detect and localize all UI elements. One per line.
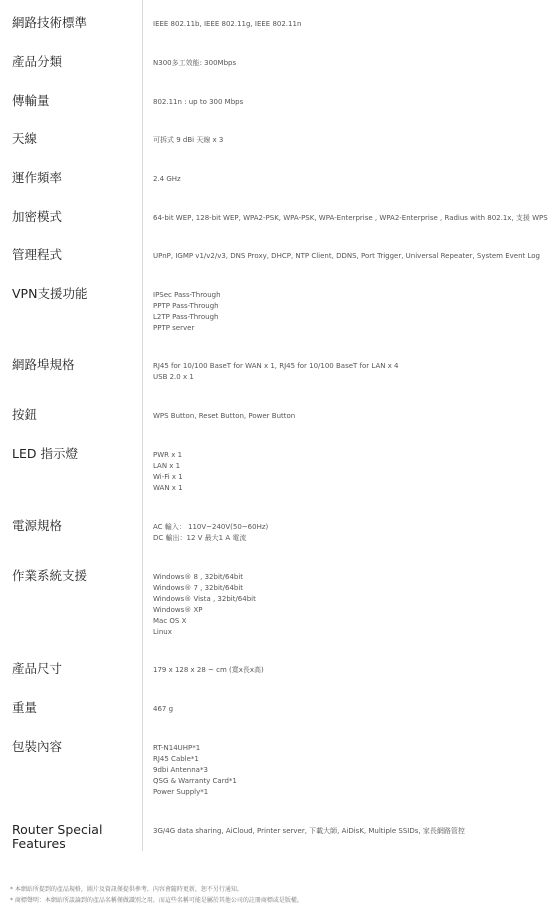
spec-value-line: Windows® Vista , 32bit/64bit: [153, 595, 256, 603]
spec-value: [153, 665, 558, 676]
footnote-disclaimer: * 本網站所提到的產品規格，圖片及資訊僅提供參考，內容會隨時更新，恕不另行通知。: [10, 886, 243, 893]
spec-value: [153, 58, 558, 69]
spec-value-line: 3G/4G data sharing, AiCloud, Printer server, 下載大師, AiDisK, Multiple SSIDs, 家長網路管控: [153, 827, 465, 835]
spec-label: 作業系統支援: [12, 568, 88, 583]
spec-value: [153, 97, 558, 108]
spec-value-line: RJ45 for 10/100 BaseT for WAN x 1, RJ45 for 10/100 BaseT for LAN x 4: [153, 362, 399, 370]
spec-value-line: 802.11n : up to 300 Mbps: [153, 98, 244, 106]
spec-label: 網路技術標準: [12, 15, 88, 30]
column-divider: [142, 0, 143, 851]
spec-value-line: IPSec Pass-Through: [153, 291, 221, 299]
spec-value-line: QSG & Warranty Card*1: [153, 777, 237, 785]
spec-value-line: WPS Button, Reset Button, Power Button: [153, 412, 296, 420]
spec-value: [153, 704, 558, 715]
spec-value-line: N300多工效能: 300Mbps: [153, 59, 237, 67]
spec-value-line: L2TP Pass-Through: [153, 313, 219, 321]
spec-value-line: PWR x 1: [153, 451, 183, 459]
spec-label: 網路埠規格: [12, 357, 75, 372]
spec-value-line: 9dbi Antenna*3: [153, 766, 208, 774]
spec-value-line: WAN x 1: [153, 484, 183, 492]
spec-value-line: 2.4 GHz: [153, 175, 181, 183]
spec-label: 產品分類: [12, 54, 63, 69]
spec-value-line: UPnP, IGMP v1/v2/v3, DNS Proxy, DHCP, NTP Client, DDNS, Port Trigger, Universal Repeater, System Event Log: [153, 252, 540, 260]
spec-value-line: 467 g: [153, 705, 174, 713]
spec-value: [153, 450, 558, 494]
spec-value-line: DC 輸出：12 V 最大1 A 電流: [153, 534, 247, 542]
spec-label: Router Special Features: [12, 822, 103, 851]
spec-label: 重量: [12, 700, 38, 715]
spec-value: [153, 135, 558, 146]
spec-label: 天線: [12, 131, 38, 146]
spec-value-line: Wi-Fi x 1: [153, 473, 183, 481]
spec-value: [153, 251, 558, 262]
spec-value: [153, 19, 558, 30]
spec-value-line: IEEE 802.11b, IEEE 802.11g, IEEE 802.11n: [153, 20, 302, 28]
spec-value: [153, 174, 558, 185]
spec-label: 包裝內容: [12, 739, 63, 754]
footnote-trademark: * 商標聲明：本網站所談論到的產品名稱僅做識別之用，而這些名稱可能是屬於其他公司的註冊商標或是版權。: [10, 897, 303, 904]
spec-value-line: AC 輸入： 110V~240V(50~60Hz): [153, 523, 269, 531]
spec-label: 按鈕: [12, 407, 38, 422]
spec-value-line: 64-bit WEP, 128-bit WEP, WPA2-PSK, WPA-PSK, WPA-Enterprise , WPA2-Enterprise , Radius with 802.1x, 支援 WPS: [153, 214, 548, 222]
spec-label: LED 指示燈: [12, 446, 78, 461]
spec-value-line: RJ45 Cable*1: [153, 755, 199, 763]
spec-label: VPN支援功能: [12, 286, 88, 301]
spec-value-line: Mac OS X: [153, 617, 187, 625]
spec-label: 電源規格: [12, 518, 63, 533]
spec-value: [153, 361, 558, 383]
spec-label: 產品尺寸: [12, 661, 63, 676]
spec-value: [153, 522, 558, 544]
spec-value: [153, 290, 558, 334]
spec-value-line: Windows® XP: [153, 606, 203, 614]
spec-value-line: LAN x 1: [153, 462, 181, 470]
spec-value: [153, 743, 558, 798]
spec-value-line: PPTP Pass-Through: [153, 302, 219, 310]
spec-value-line: PPTP server: [153, 324, 195, 332]
spec-label: 傳輸量: [12, 93, 50, 108]
spec-value-line: 可拆式 9 dBi 天線 x 3: [153, 136, 224, 144]
spec-label: 管理程式: [12, 247, 63, 262]
spec-value-line: USB 2.0 x 1: [153, 373, 194, 381]
spec-value-line: Linux: [153, 628, 172, 636]
footnotes: [10, 884, 555, 906]
spec-label: 運作頻率: [12, 170, 63, 185]
spec-value: [153, 213, 558, 224]
spec-value-line: Windows® 8 , 32bit/64bit: [153, 573, 244, 581]
spec-value: [153, 411, 558, 422]
spec-value: [153, 826, 558, 837]
spec-value-line: Windows® 7 , 32bit/64bit: [153, 584, 244, 592]
spec-value-line: RT-N14UHP*1: [153, 744, 201, 752]
spec-label: 加密模式: [12, 209, 63, 224]
spec-value-line: Power Supply*1: [153, 788, 209, 796]
spec-value: [153, 572, 558, 638]
spec-value-line: 179 x 128 x 28 ~ cm (寬x長x高): [153, 666, 264, 674]
